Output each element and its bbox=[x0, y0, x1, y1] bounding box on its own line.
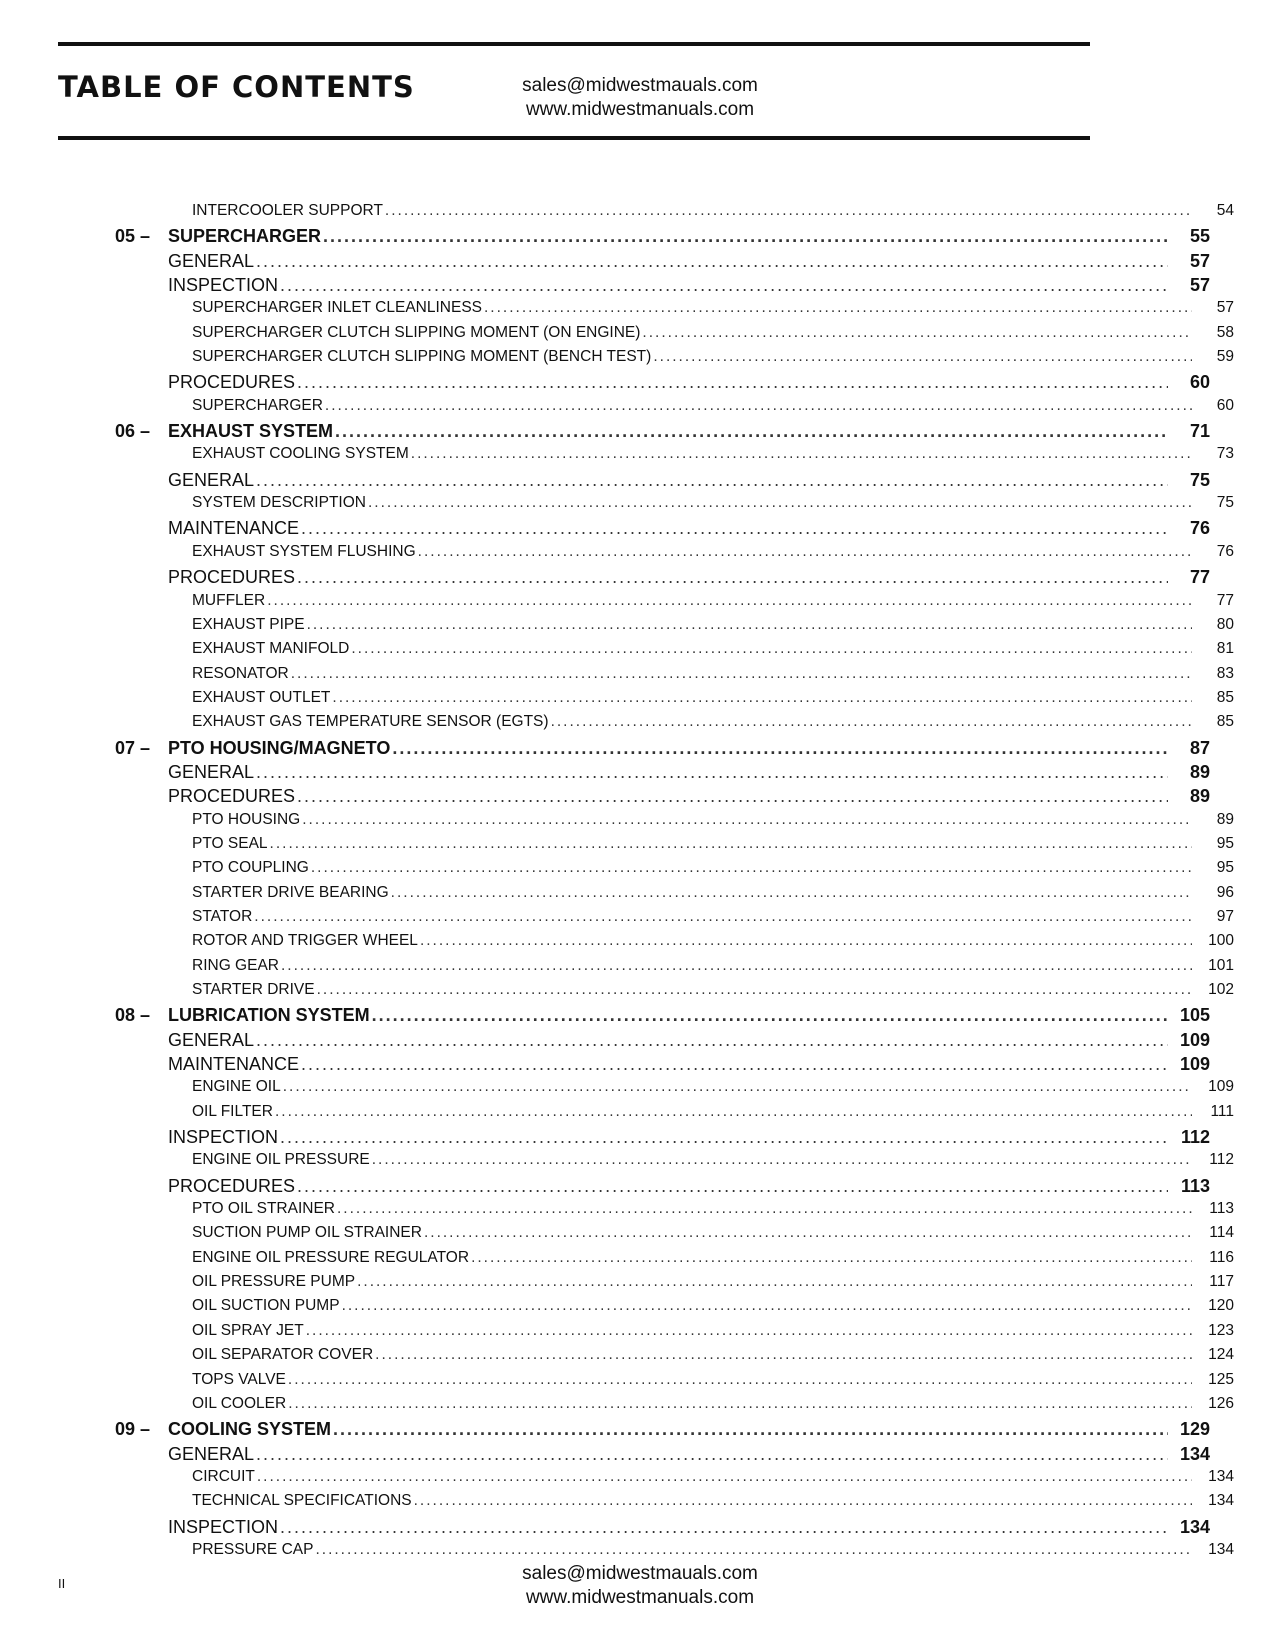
toc-page-number: 134 bbox=[1208, 1467, 1234, 1485]
toc-entry-title: OIL PRESSURE PUMP bbox=[192, 1273, 356, 1291]
toc-entry[interactable] bbox=[0, 494, 1234, 518]
toc-entry-title: PTO COUPLING bbox=[192, 859, 309, 877]
toc-dot-leader bbox=[302, 811, 1192, 829]
toc-page-number: 87 bbox=[1189, 737, 1210, 758]
toc-page-number: 134 bbox=[1179, 1443, 1210, 1464]
toc-page-number: 134 bbox=[1179, 1516, 1210, 1537]
toc-dot-leader bbox=[411, 445, 1192, 463]
toc-entry-title: ENGINE OIL PRESSURE REGULATOR bbox=[192, 1248, 470, 1266]
toc-dot-leader bbox=[372, 1005, 1168, 1026]
toc-entry[interactable] bbox=[0, 470, 1210, 494]
toc-dot-leader bbox=[375, 1346, 1192, 1364]
toc-entry-title: EXHAUST SYSTEM bbox=[168, 421, 334, 442]
toc-page-number: 81 bbox=[1216, 640, 1234, 658]
toc-entry[interactable] bbox=[0, 859, 1234, 883]
toc-dot-leader bbox=[311, 859, 1192, 877]
toc-page-number: 59 bbox=[1216, 348, 1234, 366]
toc-entry[interactable] bbox=[0, 1176, 1210, 1200]
toc-entry-title: GENERAL bbox=[168, 1443, 255, 1464]
toc-dot-leader bbox=[280, 1127, 1168, 1148]
toc-page-number: 85 bbox=[1216, 688, 1234, 706]
toc-dot-leader bbox=[332, 689, 1192, 707]
toc-entry-title: COOLING SYSTEM bbox=[168, 1419, 332, 1440]
toc-dot-leader bbox=[270, 835, 1192, 853]
toc-entry[interactable] bbox=[0, 786, 1210, 810]
toc-page-number: 95 bbox=[1216, 859, 1234, 877]
toc-entry-title: GENERAL bbox=[168, 250, 255, 271]
toc-entry[interactable] bbox=[0, 1492, 1234, 1516]
toc-entry[interactable] bbox=[0, 1297, 1234, 1321]
toc-entry-title: INTERCOOLER SUPPORT bbox=[192, 202, 383, 219]
toc-page-number: 76 bbox=[1216, 542, 1234, 560]
toc-page-number: 58 bbox=[1216, 323, 1234, 341]
toc-page-number: 113 bbox=[1180, 1175, 1210, 1196]
toc-page-number: 111 bbox=[1210, 1102, 1234, 1120]
toc-entry-title: SUPERCHARGER bbox=[192, 396, 323, 414]
toc-entry[interactable] bbox=[0, 421, 1210, 445]
toc-page-number: 75 bbox=[1189, 469, 1210, 490]
toc-page-number: 117 bbox=[1209, 1273, 1234, 1291]
toc-entry[interactable] bbox=[0, 908, 1234, 932]
toc-page-number: 129 bbox=[1179, 1419, 1210, 1440]
toc-dot-leader bbox=[342, 1297, 1192, 1315]
toc-entry[interactable] bbox=[0, 1273, 1234, 1297]
toc-entry-title: SYSTEM DESCRIPTION bbox=[192, 494, 366, 512]
toc-entry-title: PTO HOUSING/MAGNETO bbox=[168, 737, 391, 758]
toc-page-number: 77 bbox=[1216, 591, 1234, 609]
toc-page-number: 71 bbox=[1189, 421, 1210, 442]
toc-dot-leader bbox=[283, 1078, 1192, 1096]
toc-entry-title: STARTER DRIVE BEARING bbox=[192, 883, 389, 901]
toc-dot-leader bbox=[256, 251, 1168, 272]
header-top-rule bbox=[58, 42, 1090, 46]
toc-entry[interactable] bbox=[0, 1249, 1234, 1273]
toc-page-number: 109 bbox=[1179, 1054, 1210, 1075]
toc-dot-leader bbox=[306, 1322, 1192, 1340]
toc-entry[interactable] bbox=[0, 762, 1210, 786]
toc-dot-leader bbox=[420, 932, 1192, 950]
toc-dot-leader bbox=[372, 1151, 1192, 1169]
toc-page-number: 124 bbox=[1208, 1346, 1234, 1364]
toc-chapter-number: 05 – bbox=[115, 226, 151, 247]
toc-entry[interactable] bbox=[0, 1005, 1210, 1029]
toc-dot-leader bbox=[280, 1517, 1168, 1538]
toc-entry[interactable] bbox=[0, 1346, 1234, 1370]
toc-entry-title: PROCEDURES bbox=[168, 1175, 296, 1196]
toc-page-number: 60 bbox=[1189, 372, 1210, 393]
page-number: II bbox=[58, 1576, 66, 1591]
toc-entry-title: ENGINE OIL PRESSURE bbox=[192, 1151, 370, 1169]
toc-entry-title: SUCTION PUMP OIL STRAINER bbox=[192, 1224, 422, 1242]
toc-dot-leader bbox=[484, 299, 1192, 317]
toc-entry-title: EXHAUST OUTLET bbox=[192, 688, 331, 706]
toc-dot-leader bbox=[297, 567, 1168, 588]
toc-entry-title: MAINTENANCE bbox=[168, 518, 300, 539]
toc-page-number: 134 bbox=[1208, 1492, 1234, 1510]
toc-entry-title: STATOR bbox=[192, 907, 253, 925]
toc-entry-title: PROCEDURES bbox=[168, 372, 296, 393]
toc-page-number: 100 bbox=[1208, 932, 1234, 950]
toc-page-number: 96 bbox=[1216, 883, 1234, 901]
toc-entry-title: ROTOR AND TRIGGER WHEEL bbox=[192, 932, 418, 950]
toc-page-number: 116 bbox=[1209, 1248, 1234, 1266]
toc-entry[interactable] bbox=[0, 251, 1210, 275]
toc-entry[interactable] bbox=[0, 1030, 1210, 1054]
toc-dot-leader bbox=[317, 981, 1192, 999]
header-contact bbox=[490, 74, 790, 122]
toc-dot-leader bbox=[288, 1395, 1192, 1413]
toc-dot-leader bbox=[337, 1200, 1192, 1218]
toc-page-number: 57 bbox=[1189, 275, 1210, 296]
toc-entry[interactable] bbox=[0, 567, 1210, 591]
toc-entry-title: INSPECTION bbox=[168, 1127, 279, 1148]
toc-page-number: 57 bbox=[1216, 299, 1234, 317]
toc-page-number: 75 bbox=[1216, 494, 1234, 512]
toc-chapter-number: 07 – bbox=[115, 737, 151, 758]
toc-entry-title: CIRCUIT bbox=[192, 1467, 255, 1485]
toc-entry-title: EXHAUST PIPE bbox=[192, 615, 305, 633]
toc-dot-leader bbox=[392, 738, 1168, 759]
toc-entry-title: OIL FILTER bbox=[192, 1102, 273, 1120]
toc-entry-title: PTO SEAL bbox=[192, 834, 268, 852]
toc-dot-leader bbox=[391, 884, 1192, 902]
header-bottom-rule bbox=[58, 136, 1090, 140]
toc-dot-leader bbox=[333, 1419, 1168, 1440]
toc-page-number: 114 bbox=[1209, 1224, 1234, 1242]
table-of-contents bbox=[0, 202, 1234, 1565]
toc-page-number: 101 bbox=[1208, 956, 1234, 974]
toc-entry-title: RING GEAR bbox=[192, 956, 279, 974]
toc-page-number: 97 bbox=[1216, 907, 1234, 925]
toc-entry-title: EXHAUST COOLING SYSTEM bbox=[192, 445, 409, 463]
toc-dot-leader bbox=[288, 1371, 1192, 1389]
toc-entry-title: OIL SPRAY JET bbox=[192, 1321, 304, 1339]
toc-dot-leader bbox=[357, 1273, 1192, 1291]
toc-entry[interactable] bbox=[0, 932, 1234, 956]
toc-entry-title: PTO HOUSING bbox=[192, 810, 301, 828]
toc-dot-leader bbox=[323, 226, 1168, 247]
toc-page-number: 85 bbox=[1216, 713, 1234, 731]
toc-entry-title: LUBRICATION SYSTEM bbox=[168, 1005, 370, 1026]
toc-entry[interactable] bbox=[0, 1200, 1234, 1224]
toc-entry-title: SUPERCHARGER CLUTCH SLIPPING MOMENT (BENCH TEST) bbox=[192, 348, 652, 366]
toc-dot-leader bbox=[385, 202, 1192, 220]
toc-page-number: 125 bbox=[1208, 1370, 1234, 1388]
toc-entry-title: STARTER DRIVE bbox=[192, 981, 315, 998]
toc-page-number: 60 bbox=[1216, 396, 1234, 414]
page-title: TABLE OF CONTENTS bbox=[58, 70, 415, 104]
toc-dot-leader bbox=[256, 1030, 1168, 1051]
toc-dot-leader bbox=[418, 543, 1192, 561]
toc-page-number: 57 bbox=[1189, 250, 1210, 271]
toc-entry[interactable] bbox=[0, 738, 1210, 762]
toc-entry[interactable] bbox=[0, 1078, 1234, 1102]
toc-page-number: 123 bbox=[1208, 1321, 1234, 1339]
toc-entry-title: SUPERCHARGER bbox=[168, 226, 322, 247]
toc-entry[interactable] bbox=[0, 543, 1234, 567]
toc-entry[interactable] bbox=[0, 299, 1234, 323]
toc-entry[interactable] bbox=[0, 372, 1210, 396]
toc-entry-title: EXHAUST MANIFOLD bbox=[192, 640, 350, 658]
toc-entry-title: PROCEDURES bbox=[168, 567, 296, 588]
toc-dot-leader bbox=[256, 1444, 1168, 1465]
toc-dot-leader bbox=[275, 1103, 1192, 1121]
toc-dot-leader bbox=[291, 665, 1192, 683]
toc-page-number: 120 bbox=[1208, 1297, 1234, 1315]
toc-entry-title: GENERAL bbox=[168, 761, 255, 782]
toc-entry[interactable] bbox=[0, 1322, 1234, 1346]
toc-entry[interactable] bbox=[0, 1395, 1234, 1419]
toc-entry-title: EXHAUST SYSTEM FLUSHING bbox=[192, 542, 416, 560]
toc-page-number: 55 bbox=[1189, 226, 1210, 247]
toc-chapter-number: 09 – bbox=[115, 1419, 151, 1440]
toc-page-number: 134 bbox=[1208, 1540, 1234, 1558]
toc-page-number: 76 bbox=[1189, 518, 1210, 539]
toc-entry[interactable] bbox=[0, 202, 1234, 226]
footer-email: sales@midwestmauals.com bbox=[522, 1563, 758, 1584]
toc-entry[interactable] bbox=[0, 1444, 1210, 1468]
toc-entry-title: PROCEDURES bbox=[168, 786, 296, 807]
toc-page-number: 54 bbox=[1216, 202, 1234, 219]
toc-entry[interactable] bbox=[0, 957, 1234, 981]
toc-entry-title: EXHAUST GAS TEMPERATURE SENSOR (EGTS) bbox=[192, 713, 549, 731]
toc-entry-title: SUPERCHARGER CLUTCH SLIPPING MOMENT (ON ENGINE) bbox=[192, 323, 641, 341]
toc-page-number: 102 bbox=[1208, 981, 1234, 998]
toc-entry-title: OIL SUCTION PUMP bbox=[192, 1297, 340, 1315]
toc-entry[interactable] bbox=[0, 592, 1234, 616]
toc-chapter-number: 06 – bbox=[115, 421, 151, 442]
toc-entry-title: GENERAL bbox=[168, 469, 255, 490]
toc-dot-leader bbox=[307, 616, 1192, 634]
toc-entry-title: MAINTENANCE bbox=[168, 1054, 300, 1075]
toc-entry-title: TECHNICAL SPECIFICATIONS bbox=[192, 1492, 412, 1510]
toc-dot-leader bbox=[267, 592, 1192, 610]
toc-page-number: 89 bbox=[1216, 810, 1234, 828]
toc-dot-leader bbox=[257, 1468, 1192, 1486]
toc-dot-leader bbox=[471, 1249, 1192, 1267]
toc-entry[interactable] bbox=[0, 348, 1234, 372]
toc-entry-title: OIL COOLER bbox=[192, 1394, 287, 1412]
toc-page-number: 83 bbox=[1216, 664, 1234, 682]
toc-entry[interactable] bbox=[0, 1517, 1210, 1541]
toc-dot-leader bbox=[551, 713, 1192, 731]
toc-entry[interactable] bbox=[0, 689, 1234, 713]
toc-page-number: 89 bbox=[1189, 786, 1210, 807]
toc-page-number: 126 bbox=[1208, 1394, 1234, 1412]
toc-dot-leader bbox=[301, 518, 1168, 539]
toc-dot-leader bbox=[297, 786, 1168, 807]
toc-dot-leader bbox=[653, 348, 1192, 366]
toc-entry[interactable] bbox=[0, 397, 1234, 421]
toc-entry[interactable] bbox=[0, 1103, 1234, 1127]
toc-dot-leader bbox=[297, 1176, 1168, 1197]
toc-page-number: 112 bbox=[1209, 1151, 1234, 1169]
toc-dot-leader bbox=[335, 421, 1168, 442]
toc-page-number: 77 bbox=[1189, 567, 1210, 588]
toc-entry[interactable] bbox=[0, 665, 1234, 689]
toc-entry-title: PTO OIL STRAINER bbox=[192, 1200, 335, 1218]
toc-entry[interactable] bbox=[0, 1468, 1234, 1492]
toc-page-number: 89 bbox=[1189, 761, 1210, 782]
footer-website: www.midwestmanuals.com bbox=[525, 1587, 755, 1608]
toc-entry[interactable] bbox=[0, 713, 1234, 737]
toc-page-number: 80 bbox=[1216, 615, 1234, 633]
toc-page-number: 105 bbox=[1179, 1005, 1210, 1026]
toc-dot-leader bbox=[280, 275, 1168, 296]
toc-entry-title: INSPECTION bbox=[168, 1516, 279, 1537]
toc-entry[interactable] bbox=[0, 640, 1234, 664]
toc-page-number: 95 bbox=[1216, 834, 1234, 852]
toc-entry[interactable] bbox=[0, 226, 1210, 250]
toc-entry-title: ENGINE OIL bbox=[192, 1078, 281, 1096]
toc-entry[interactable] bbox=[0, 1127, 1210, 1151]
toc-entry[interactable] bbox=[0, 1224, 1234, 1248]
toc-entry-title: OIL SEPARATOR COVER bbox=[192, 1346, 374, 1364]
toc-entry[interactable] bbox=[0, 1151, 1234, 1175]
toc-entry[interactable] bbox=[0, 518, 1210, 542]
toc-page-number: 113 bbox=[1209, 1200, 1234, 1218]
toc-page-number: 109 bbox=[1208, 1078, 1234, 1096]
toc-entry-title: GENERAL bbox=[168, 1029, 255, 1050]
toc-entry[interactable] bbox=[0, 811, 1234, 835]
toc-dot-leader bbox=[368, 494, 1192, 512]
toc-dot-leader bbox=[301, 1054, 1168, 1075]
toc-entry[interactable] bbox=[0, 1419, 1210, 1443]
toc-entry[interactable] bbox=[0, 445, 1234, 469]
toc-entry-title: TOPS VALVE bbox=[192, 1370, 286, 1388]
toc-dot-leader bbox=[424, 1224, 1192, 1242]
toc-dot-leader bbox=[414, 1492, 1192, 1510]
toc-entry[interactable] bbox=[0, 1054, 1210, 1078]
toc-dot-leader bbox=[256, 470, 1168, 491]
toc-dot-leader bbox=[297, 372, 1168, 393]
toc-dot-leader bbox=[256, 762, 1168, 783]
toc-dot-leader bbox=[325, 397, 1192, 415]
toc-dot-leader bbox=[281, 957, 1192, 975]
toc-entry[interactable] bbox=[0, 616, 1234, 640]
toc-entry-title: PRESSURE CAP bbox=[192, 1540, 314, 1558]
toc-dot-leader bbox=[254, 908, 1192, 926]
toc-dot-leader bbox=[351, 640, 1192, 658]
toc-dot-leader bbox=[315, 1541, 1192, 1559]
toc-entry[interactable] bbox=[0, 1371, 1234, 1395]
toc-entry-title: RESONATOR bbox=[192, 664, 289, 682]
toc-entry-title: MUFFLER bbox=[192, 591, 266, 609]
toc-entry[interactable] bbox=[0, 275, 1210, 299]
toc-entry-title: SUPERCHARGER INLET CLEANLINESS bbox=[192, 299, 482, 317]
toc-entry-title: INSPECTION bbox=[168, 275, 279, 296]
toc-entry[interactable] bbox=[0, 835, 1234, 859]
footer-contact bbox=[490, 1562, 790, 1610]
toc-page-number: 112 bbox=[1180, 1127, 1210, 1148]
toc-dot-leader bbox=[642, 324, 1192, 342]
header-website: www.midwestmanuals.com bbox=[525, 99, 755, 120]
toc-entry[interactable] bbox=[0, 324, 1234, 348]
toc-entry[interactable] bbox=[0, 884, 1234, 908]
toc-page-number: 109 bbox=[1179, 1029, 1210, 1050]
toc-chapter-number: 08 – bbox=[115, 1005, 151, 1026]
toc-page-number: 73 bbox=[1216, 445, 1234, 463]
header-email: sales@midwestmauals.com bbox=[522, 75, 758, 96]
toc-entry[interactable] bbox=[0, 981, 1234, 1005]
